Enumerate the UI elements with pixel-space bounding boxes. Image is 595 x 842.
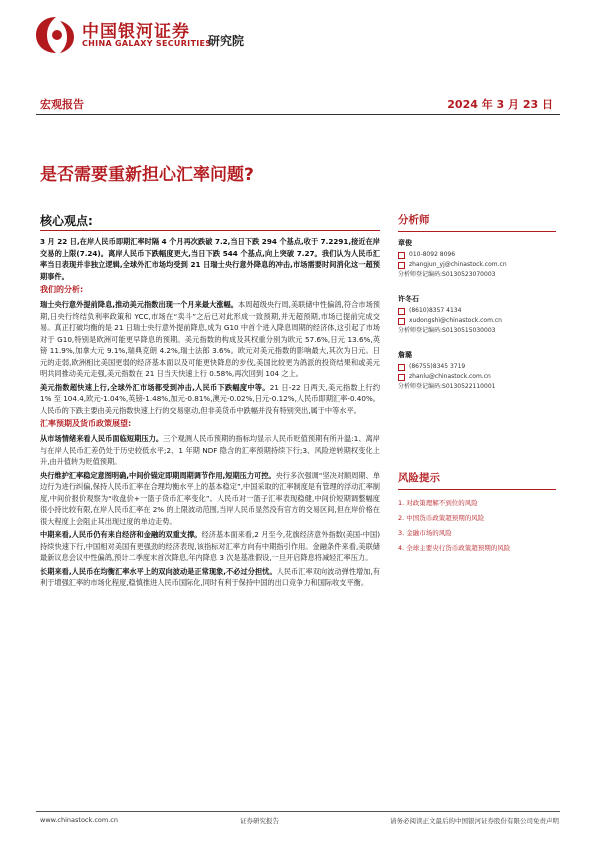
- analyst-phone-text: 010-8092 8096: [409, 251, 456, 258]
- analyst-phone-text: (86755)8345 3719: [409, 363, 466, 370]
- footer-divider: [36, 811, 560, 812]
- analyst-card: [398, 238, 556, 280]
- analysis-p1-text: 本周超级央行周,美联储中性偏鸽,符合市场预期,日央行终结负利率政策和 YCC,市场在“卖斗”之后已对此形成一致预期,并无超预期,市场已提前完成交易。真正打破均衡的是 21 日瑞士央行意外提前降息,成为 G10 中首个进入降息周期的经济体,这引起了市场对于 G10,特别是欧洲可能更早降息的预期。美元指数的构成及其权重分别为欧元 57.6%,日元 13.6%,英镑 11.9%,加拿大元 9.1%,瑞典克朗 4.2%,瑞士法郎 3.6%。欧元对美元指数的影响最大,其次为日元。日元的走弱,欧洲相比美国更弱的经济基本面以及可能更快降息的步伐,美国比较更为鸽派的投资结果和或美元明共同推动美元走强,美元指数在 21 日当天快速上行 0.58%,再次回到 104 之上。: [40, 300, 380, 378]
- outlook-paragraph-4: [40, 566, 380, 589]
- analysis-p2-text: 21 日-22 日两天,美元指数上行约 1% 至 104.4,欧元-1.04%,英镑-1.48%,加元-0.81%,澳元-0.02%,日元-0.12%,人民币即期汇率-0.40%。人民币的下跌主要由美元指数快速上行的交易驱动,但非美货币中跌幅并没有特别突出,属于中等水平。: [40, 382, 381, 415]
- outlook-heading: 汇率预期及货币政策展望:: [40, 419, 132, 428]
- outlook-p4-bold: 长期来看,人民币在均衡汇率水平上的双向波动是正常现象,不必过分担忧。: [40, 566, 277, 576]
- analyst-registration: [398, 270, 556, 280]
- analysis-paragraph-1: [40, 299, 380, 380]
- outlook-p1-bold: 从市场情绪来看人民币面临短期压力。: [40, 434, 164, 443]
- footer-label: 证券研究报告: [240, 817, 279, 825]
- outlook-paragraph-2: [40, 470, 380, 528]
- outlook-paragraph-3: [40, 529, 380, 564]
- phone-icon: [398, 252, 405, 259]
- footer-website[interactable]: www.chinastock.com.cn: [40, 816, 118, 824]
- email-icon: [398, 262, 405, 269]
- analyst-phone-text: (8610)8357 4134: [409, 307, 462, 314]
- analyst-card: [398, 294, 556, 336]
- analyst-heading: 分析师: [398, 214, 430, 226]
- outlook-p4-text: 人民币汇率双向波动弹性增加,有利于增强汇率的市场化程度,稳慎推进人民币国际化,同时有利于保持中国的出口竞争力和国际收支平衡。: [40, 566, 380, 587]
- core-view-divider: [40, 230, 380, 231]
- analyst-email-text[interactable]: xudongshi@chinastock.com.cn: [409, 317, 502, 324]
- risk-box: [398, 470, 556, 556]
- brand-name-cn: 中国银河证券: [82, 22, 190, 42]
- intro-bold: 3 月 22 日,在岸人民币即期汇率时隔 4 个月再次跌破 7.2,当日下跌 294 个基点,收于 7.2291,接近在岸交易的上限(7.24)。离岸人民币下跌幅度更大,当日下跌 544 个基点,向上突破 7.27。我们认为人民币汇率当日表现并非独立逻辑,全球外汇市场均受到 21 日瑞士央行意外降息的冲击,市场需要时间消化这一超预期事件。: [40, 237, 380, 281]
- analyst-email[interactable]: [398, 316, 556, 326]
- risk-heading: 风险提示: [398, 472, 440, 484]
- analysis-p1-bold: 瑞士央行意外提前降息,推动美元指数出现一个月来最大涨幅。: [40, 300, 238, 309]
- outlook-paragraph-1: [40, 433, 380, 468]
- analyst-name: 詹璐: [398, 351, 412, 359]
- analyst-email[interactable]: [398, 372, 556, 382]
- analyst-reg-text: 分析师登记编码:S0130522110001: [398, 383, 496, 390]
- email-icon: [398, 374, 405, 381]
- analyst-registration: [398, 382, 556, 392]
- analyst-name: 许冬石: [398, 295, 419, 303]
- outlook-p2-text: 央行多次强调“坚决对顺周期、单边行为进行纠偏,保持人民币汇率在合理均衡水平上的基本稳定”,中国采取的汇率制度是有管理的浮动汇率制度,中间价报价观察为“收盘价+一篮子货币汇率变化”。人民币对一篮子汇率表现稳健,中间价短期调整幅度很小持比较有限,在岸人民币汇率在 2% 的上限波动范围,当岸人民币显然没有官方的交易区间,但在岸价格在很大程度上会阻止其出现过度的单边走势。: [40, 470, 380, 526]
- core-view-label: 核心观点:: [40, 214, 93, 228]
- main-column: [40, 236, 380, 591]
- analyst-sidebar: [398, 212, 556, 406]
- analyst-card: [398, 350, 556, 392]
- footer-disclaimer: 请务必阅读正文最后的中国银河证券股份有限公司免责声明: [390, 817, 559, 825]
- header-divider: [36, 114, 560, 115]
- phone-icon: [398, 364, 405, 371]
- analyst-phone: [398, 306, 556, 316]
- email-icon: [398, 318, 405, 325]
- analyst-email-text[interactable]: zhangjun_yj@chinastock.com.cn: [409, 261, 507, 268]
- brand-logo: [34, 15, 244, 55]
- report-date: 2024 年 3 月 23 日: [447, 98, 553, 111]
- analyst-registration: [398, 326, 556, 336]
- department-label: 研究院: [208, 34, 245, 48]
- analysis-heading: 我们的分析:: [40, 285, 84, 294]
- intro-paragraph: [40, 236, 380, 282]
- outlook-p2-bold: 央行维护汇率稳定意图明确,中间价锚定即期周期调节作用,短期压力可控。: [40, 470, 276, 480]
- analyst-email-text[interactable]: zhanlu@chinastock.com.cn: [409, 373, 491, 380]
- risk-item: 1. 对政策理解不到位的风险: [398, 499, 478, 507]
- report-type: 宏观报告: [40, 98, 84, 111]
- risk-divider: [398, 489, 556, 490]
- outlook-p3-text: 经济基本面来看,2 月至今,花旗经济意外指数(美国-中国)持续快速下行,中国相对美国有更强劲的经济表现,该指标对汇率方向有中期指引作用。金融条件来看,美联储最新议息会议中性偏鸽,预计二季度末首次降息,年内降息 3 次是基准假设,一旦开启降息将减轻汇率压力。: [40, 530, 381, 562]
- risk-item: 2. 中国货币政策超预期的风险: [398, 514, 485, 522]
- analyst-reg-text: 分析师登记编码:S0130515030003: [398, 327, 496, 334]
- analyst-reg-text: 分析师登记编码:S0130523070003: [398, 271, 496, 278]
- galaxy-logo-icon: [34, 15, 78, 55]
- phone-icon: [398, 308, 405, 315]
- analyst-divider: [398, 231, 556, 232]
- analysis-paragraph-2: [40, 382, 380, 417]
- report-title: 是否需要重新担心汇率问题?: [40, 165, 254, 185]
- risk-item: 3. 金融市场的风险: [398, 529, 452, 537]
- risk-item: 4. 全球主要央行货币政策超预期的风险: [398, 544, 511, 552]
- brand-name-en: CHINA GALAXY SECURITIES: [82, 39, 212, 48]
- analyst-email[interactable]: [398, 260, 556, 270]
- analyst-phone: [398, 250, 556, 260]
- outlook-p3-bold: 中期来看,人民币仍有来自经济和金融的双重支撑。: [40, 530, 202, 539]
- analyst-phone: [398, 362, 556, 372]
- outlook-p1-text: 三个观测人民币预期的指标均显示人民币贬值预期有所升温:1、离岸与在岸人民币汇差仍处于历史较低水平;2、1 年期 NDF 隐含的汇率预期持续下行;3、风险逆转期权变化上升,由升值转为贬值预期。: [40, 434, 380, 466]
- analysis-p2-bold: 美元指数超快速上行,全球外汇市场都受到冲击,人民币下跌幅度中等。: [40, 382, 270, 392]
- analyst-name: 章俊: [398, 239, 412, 247]
